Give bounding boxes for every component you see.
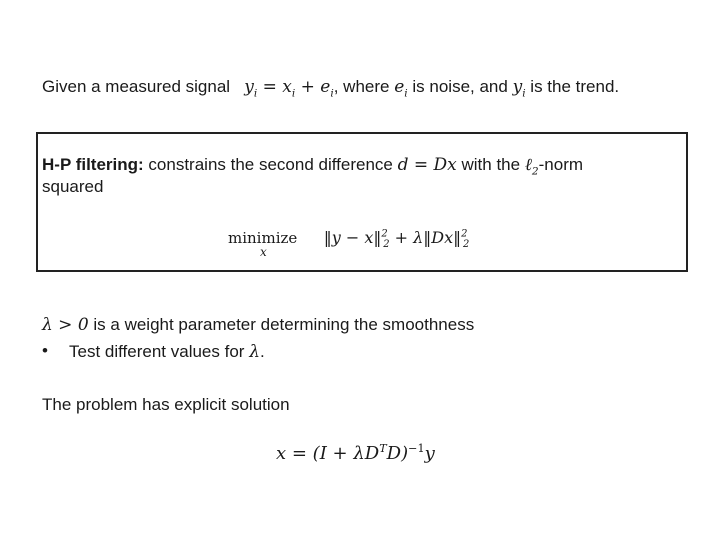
minimize-word: minimize bbox=[228, 229, 298, 247]
bullet-text: Test different values for bbox=[69, 342, 245, 361]
trend-symbol: $y_i$ bbox=[512, 77, 526, 100]
minimize-variable: x bbox=[260, 245, 267, 259]
noise-symbol: $e_i$ bbox=[394, 77, 408, 100]
hp-filter-box bbox=[36, 132, 688, 272]
lambda-condition: λ > 0 bbox=[42, 315, 89, 335]
hp-with-the: with the bbox=[461, 155, 521, 174]
solution-equation: $x = (I + \lambda D^TD)^{-1}y$ bbox=[276, 442, 435, 464]
intro-trend-text: is the trend. bbox=[530, 77, 620, 96]
bullet-symbol: • bbox=[42, 341, 48, 360]
lambda-text: is a weight parameter determining the smoothness bbox=[93, 315, 475, 334]
bullet-period: . bbox=[259, 342, 265, 361]
hp-desc-line bbox=[42, 154, 583, 176]
hp-title: H-P filtering: bbox=[42, 155, 144, 174]
intro-line bbox=[42, 76, 619, 98]
bullet-lambda: λ bbox=[249, 342, 260, 362]
signal-equation: $y_i = x_i + e_i$ bbox=[244, 77, 334, 100]
objective-formula bbox=[228, 228, 470, 259]
hp-norm: -norm bbox=[538, 155, 584, 174]
hp-desc: constrains the second difference bbox=[148, 155, 393, 174]
ell-symbol: ℓ$_2$ bbox=[524, 155, 539, 178]
lambda-line bbox=[42, 314, 474, 336]
intro-noise-text: is noise, and bbox=[412, 77, 508, 96]
difference-equation: d = Dx bbox=[397, 155, 457, 175]
objective-expression: ‖y − x‖$^2_2$ + λ‖Dx‖$^2_2$ bbox=[323, 228, 470, 251]
hp-squared: squared bbox=[42, 177, 104, 196]
intro-where: , where bbox=[333, 77, 390, 96]
bullet-line bbox=[69, 341, 265, 363]
intro-lead: Given a measured signal bbox=[42, 77, 231, 96]
solution-text: The problem has explicit solution bbox=[42, 395, 290, 414]
